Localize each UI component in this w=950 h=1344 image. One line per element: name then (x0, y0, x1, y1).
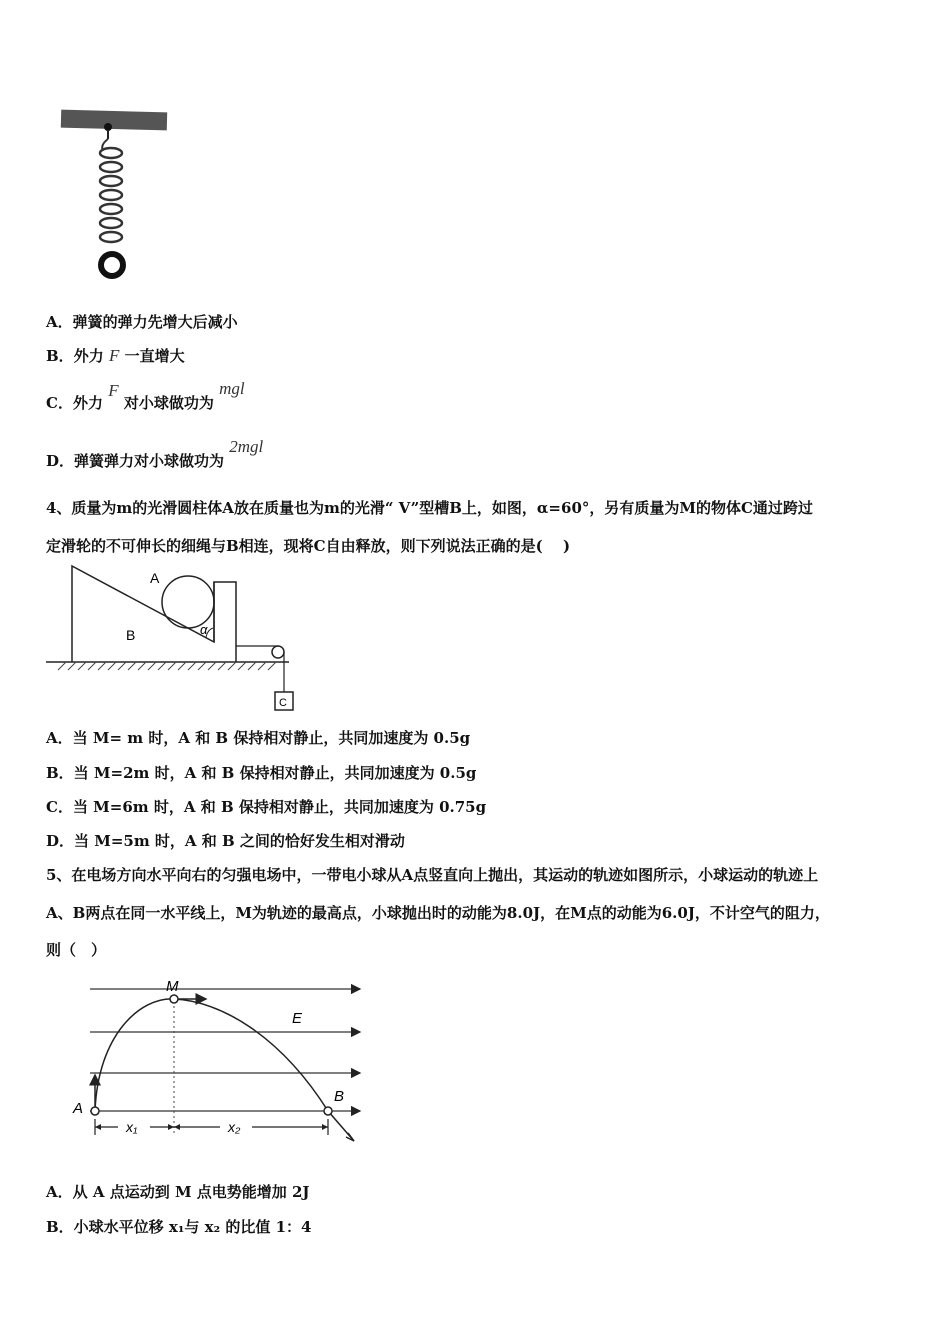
label-x2: x₂ (228, 1119, 241, 1135)
option-label: A． (46, 313, 73, 331)
q5-stem-line1: 5、在电场方向水平向右的匀强电场中，一带电小球从A点竖直向上抛出，其运动的轨迹如图所示，小球运动的轨迹上 (46, 866, 819, 884)
q3-option-c (46, 380, 245, 414)
spring-figure (55, 105, 175, 285)
q4-option-c: C．当 M=6m 时，A 和 B 保持相对静止，共同加速度为 0.75g (46, 798, 487, 816)
option-label: B． (46, 347, 74, 365)
q3-option-b (46, 345, 185, 366)
label-a: A (73, 1100, 84, 1117)
label-alpha: α (200, 622, 208, 637)
option-text: 弹簧的弹力先增大后减小 (72, 313, 238, 331)
label-b: B (334, 1088, 345, 1105)
label-a: A (150, 570, 160, 586)
label-e: E (292, 1010, 303, 1027)
math-mgl: mgl (219, 379, 245, 398)
q5-option-b: B．小球水平位移 x₁与 x₂ 的比值 1：4 (46, 1218, 312, 1236)
option-text: 弹簧弹力对小球做功为 (74, 452, 225, 470)
q4-option-a: A．当 M= m 时，A 和 B 保持相对静止，共同加速度为 0.5g (46, 729, 471, 747)
option-label: D． (46, 452, 75, 470)
q3-option-d (46, 438, 263, 472)
q4-stem-line1: 4、质量为m的光滑圆柱体A放在质量也为m的光滑“ V”型槽B上，如图，α=60°，另有质量为M的物体C通过跨过 (46, 499, 813, 517)
math-f: F (108, 346, 120, 365)
q4-stem-line2: 定滑轮的不可伸长的细绳与B相连，现将C自由释放，则下列说法正确的是( ) (46, 537, 571, 555)
math-f: F (108, 381, 119, 400)
q4-option-b: B．当 M=2m 时，A 和 B 保持相对静止，共同加速度为 0.5g (46, 764, 477, 782)
q3-option-a (46, 311, 238, 332)
q5-stem-line2: A、B两点在同一水平线上，M为轨迹的最高点，小球抛出时的动能为8.0J，在M点的动能为6.0J，不计空气的阻力， (46, 904, 830, 922)
option-text: 一直增大 (124, 347, 185, 365)
v-groove-figure (44, 562, 304, 714)
q5-option-a: A．从 A 点运动到 M 点电势能增加 2J (46, 1183, 310, 1201)
option-text: 外力 (73, 347, 104, 365)
option-text: 外力 (72, 394, 103, 412)
option-label: C． (46, 394, 73, 412)
label-c: C (279, 697, 287, 709)
trajectory-figure (70, 975, 370, 1145)
label-x1: x₁ (126, 1119, 138, 1135)
q4-option-d: D．当 M=5m 时，A 和 B 之间的恰好发生相对滑动 (46, 832, 405, 850)
math-2mgl: 2mgl (229, 437, 264, 456)
q5-stem-line3: 则（ ） (46, 941, 107, 959)
label-b: B (126, 627, 136, 643)
option-text: 对小球做功为 (123, 394, 214, 412)
label-m: M (166, 978, 179, 995)
